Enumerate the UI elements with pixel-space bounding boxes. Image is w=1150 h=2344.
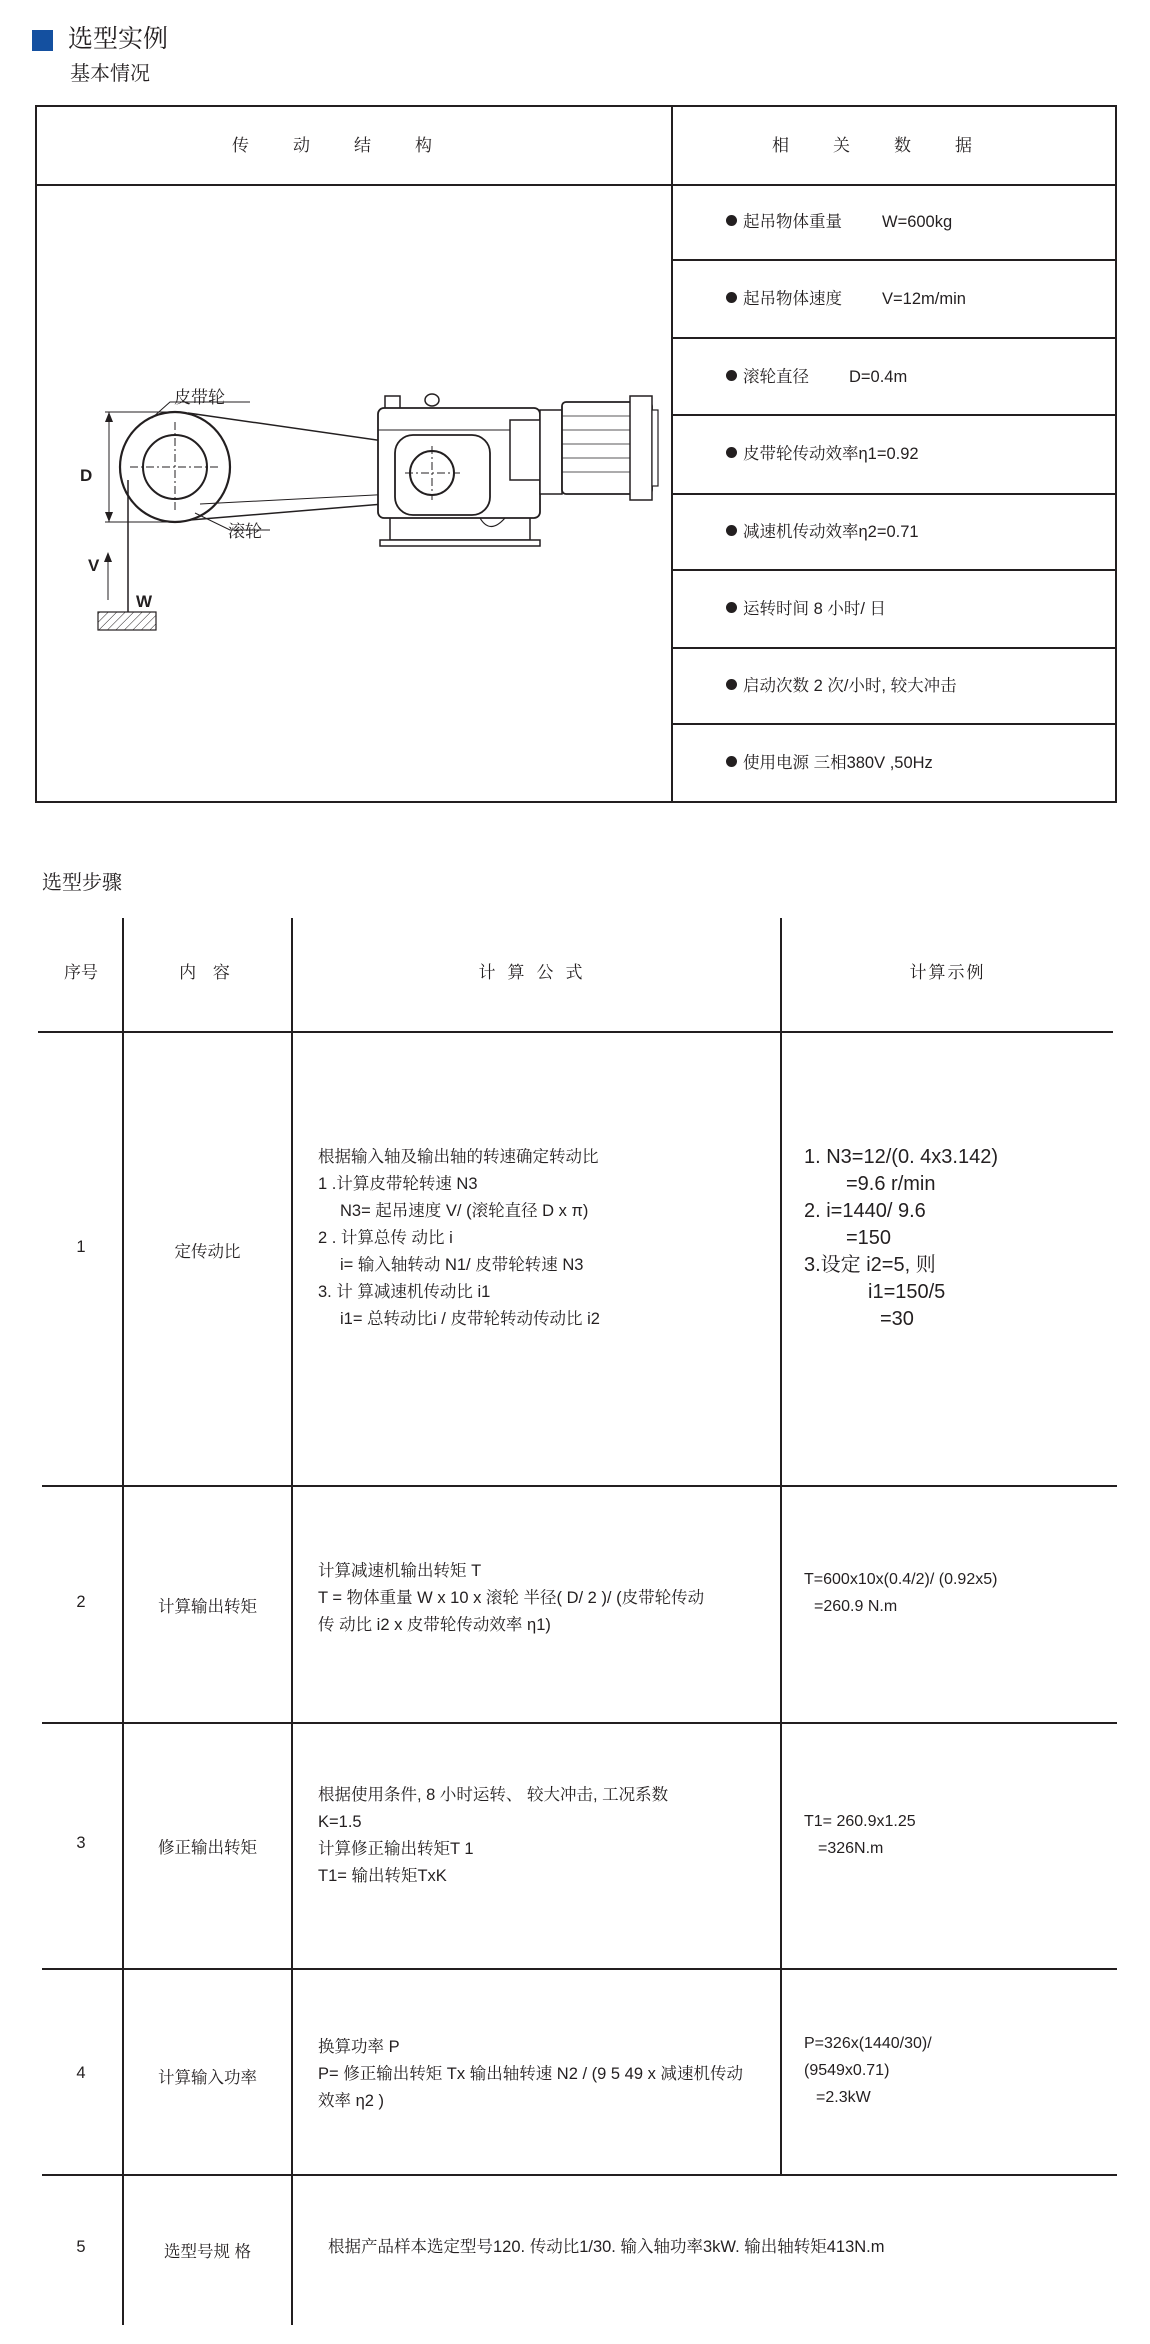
formula-line: T = 物体重量 W x 10 x 滚轮 半径( D/ 2 )/ (皮带轮传动: [318, 1589, 705, 1607]
row-divider: [42, 2174, 1117, 2176]
formula-line: i1= 总转动比i / 皮带轮转动传动比 i2: [340, 1310, 600, 1328]
table-divider: [671, 105, 673, 803]
formula-line: P= 修正输出转矩 Tx 输出轴转速 N2 / (9 5 49 x 减速机传动: [318, 2065, 743, 2083]
formula-line: 1 .计算皮带轮转速 N3: [318, 1175, 478, 1193]
bullet-icon: [726, 679, 737, 690]
steps-section-title: 选型步骤: [42, 872, 122, 894]
param-label: 启动次数 2 次/小时, 较大冲击: [743, 677, 957, 695]
gear-reducer-icon: [378, 394, 540, 546]
param-value: W=600kg: [882, 213, 953, 231]
step-content: 修正输出转矩: [158, 1839, 257, 1857]
param-label: 起吊物体重量: [743, 213, 842, 231]
example-line: =2.3kW: [816, 2089, 871, 2106]
example-line: 3.设定 i2=5, 则: [804, 1254, 936, 1276]
row-divider: [38, 1031, 1113, 1033]
step-content: 计算输入功率: [158, 2069, 257, 2087]
formula-line: 2 . 计算总传 动比 i: [318, 1229, 453, 1247]
example-line: i1=150/5: [868, 1281, 946, 1303]
formula-line: 3. 计 算减速机传动比 i1: [318, 1283, 491, 1301]
col-header-structure: 传动结构: [232, 136, 476, 155]
step-example: [804, 1144, 998, 1333]
step-formula: [318, 1144, 600, 1333]
param-value: V=12m/min: [882, 290, 966, 308]
step-no: 3: [76, 1834, 86, 1852]
example-line: T=600x10x(0.4/2)/ (0.92x5): [804, 1571, 998, 1588]
param-run-time: [726, 571, 886, 647]
param-value: D=0.4m: [849, 368, 908, 386]
step-content: 定传动比: [174, 1243, 241, 1261]
diagram-label-velocity: V: [88, 556, 100, 575]
param-reducer-efficiency: [726, 494, 919, 570]
page-title: 选型实例: [68, 25, 169, 53]
param-label: 运转时间 8 小时/ 日: [743, 600, 887, 618]
param-label: 皮带轮传动效率η1=0.92: [743, 445, 919, 463]
motor-icon: [540, 396, 658, 500]
example-line: T1= 260.9x1.25: [804, 1813, 916, 1830]
table-divider: [291, 918, 293, 2325]
param-belt-efficiency: [726, 416, 919, 492]
row-divider: [42, 1968, 1117, 1970]
bullet-icon: [726, 602, 737, 613]
col-header-content: 内 容: [179, 963, 236, 982]
param-label: 滚轮直径: [743, 368, 809, 386]
step-example: [804, 2030, 932, 2111]
formula-line: T1= 输出转矩TxK: [318, 1867, 447, 1885]
example-line: =150: [846, 1227, 892, 1249]
col-header-data: 相关数据: [772, 136, 1016, 155]
title-marker: [32, 30, 53, 51]
example-line: 1. N3=12/(0. 4x3.142): [804, 1146, 999, 1168]
col-header-no: 序号: [64, 963, 98, 982]
col-header-formula: 计算公式: [478, 963, 595, 982]
diagram-label-weight: W: [136, 592, 153, 611]
param-diameter: [726, 339, 907, 415]
formula-line: 计算修正输出转矩T 1: [318, 1840, 474, 1858]
step-no: 2: [76, 1593, 86, 1611]
formula-line: i= 输入轴转动 N1/ 皮带轮转速 N3: [340, 1256, 584, 1274]
param-starts: [726, 648, 957, 724]
bullet-icon: [726, 447, 737, 458]
param-weight: [726, 184, 952, 260]
formula-line: 效率 η2 ): [318, 2092, 385, 2110]
param-power-supply: [726, 725, 933, 801]
transmission-diagram: [60, 380, 660, 660]
formula-line: 换算功率 P: [318, 2038, 400, 2056]
step-formula: [318, 1782, 668, 1890]
col-header-example: 计算示例: [909, 963, 986, 982]
belt-pulley-icon: [120, 412, 230, 522]
bullet-icon: [726, 756, 737, 767]
formula-line: 根据使用条件, 8 小时运转、 较大冲击, 工况系数: [318, 1786, 669, 1804]
bullet-icon: [726, 525, 737, 536]
bullet-icon: [726, 292, 737, 303]
diagram-label-diameter: D: [80, 466, 93, 485]
formula-line: 传 动比 i2 x 皮带轮传动效率 η1): [318, 1616, 551, 1634]
section-subtitle: 基本情况: [70, 63, 150, 85]
param-label: 起吊物体速度: [743, 290, 842, 308]
formula-line: N3= 起吊速度 V/ (滚轮直径 D x π): [340, 1202, 589, 1220]
bullet-icon: [726, 370, 737, 381]
step-no: 5: [76, 2238, 86, 2256]
formula-line: K=1.5: [318, 1813, 362, 1831]
row-divider: [42, 1485, 1117, 1487]
example-line: =260.9 N.m: [814, 1598, 898, 1615]
example-line: =30: [880, 1308, 914, 1330]
step-no: 4: [76, 2064, 86, 2082]
table-divider: [780, 918, 782, 2174]
row-divider: [42, 1722, 1117, 1724]
step-example: [804, 1808, 916, 1862]
formula-line: 根据输入轴及输出轴的转速确定转动比: [318, 1148, 599, 1166]
step-content: 计算输出转矩: [158, 1598, 257, 1616]
step-no: 1: [76, 1238, 86, 1256]
step-content: 选型号规 格: [163, 2243, 252, 2261]
formula-line: 计算减速机输出转矩 T: [318, 1562, 482, 1580]
step-formula: [318, 2034, 743, 2115]
diagram-label-roller: 滚轮: [228, 522, 262, 541]
step-formula: [318, 1558, 704, 1639]
example-line: P=326x(1440/30)/: [804, 2035, 932, 2052]
example-line: =9.6 r/min: [846, 1173, 936, 1195]
diagram-label-belt-pulley: 皮带轮: [174, 388, 225, 407]
param-label: 使用电源 三相380V ,50Hz: [743, 754, 933, 772]
param-label: 减速机传动效率η2=0.71: [743, 523, 919, 541]
param-speed: [726, 261, 966, 337]
example-line: =326N.m: [818, 1840, 884, 1857]
step-example: [804, 1566, 997, 1620]
example-line: 2. i=1440/ 9.6: [804, 1200, 926, 1222]
example-line: (9549x0.71): [804, 2062, 890, 2079]
bullet-icon: [726, 215, 737, 226]
table-divider: [122, 918, 124, 2325]
step-formula: 根据产品样本选定型号120. 传动比1/30. 输入轴功率3kW. 输出轴转矩413N.m: [328, 2238, 885, 2256]
